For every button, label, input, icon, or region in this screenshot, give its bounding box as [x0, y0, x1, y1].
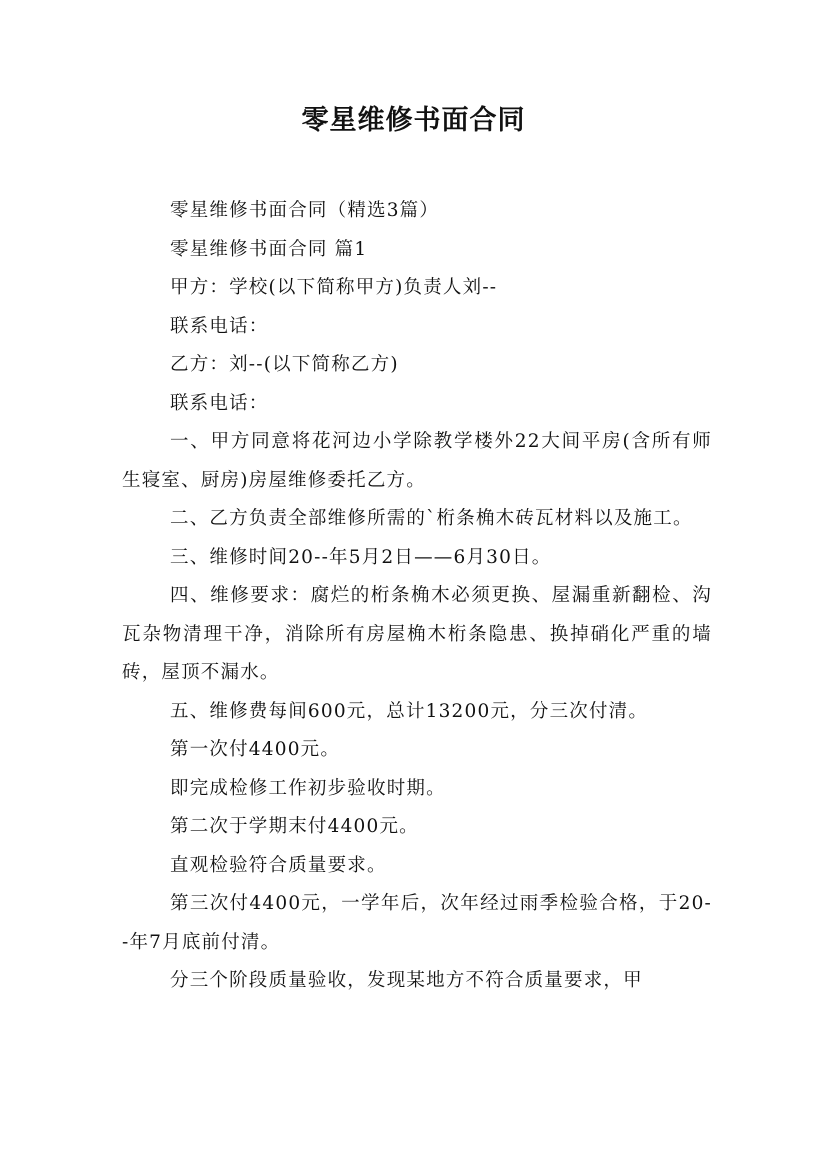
paragraph-clause-5: 五、维修费每间600元，总计13200元，分三次付清。	[170, 700, 649, 722]
paragraph-party-b: 乙方：刘--(以下简称乙方)	[170, 354, 399, 375]
paragraph-clause-2: 二、乙方负责全部维修所需的`桁条桷木砖瓦材料以及施工。	[170, 508, 693, 529]
paragraph-party-a: 甲方：学校(以下简称甲方)负责人刘--	[170, 277, 498, 298]
document-body	[122, 192, 712, 1001]
paragraph-payment-2: 第二次于学期末付4400元。	[170, 816, 419, 837]
paragraph-payment-1-note: 即完成检修工作初步验收时期。	[170, 777, 446, 799]
paragraph-party-a-phone: 联系电话：	[170, 315, 269, 337]
paragraph-party-b-phone: 联系电话：	[170, 392, 269, 414]
paragraph-section-heading: 零星维修书面合同 篇1	[170, 238, 368, 260]
paragraph-quality-check: 分三个阶段质量验收，发现某地方不符合质量要求，甲	[170, 970, 643, 991]
document-title: 零星维修书面合同	[301, 105, 526, 136]
paragraph-clause-3: 三、维修时间20--年5月2日——6月30日。	[170, 546, 552, 568]
paragraph-payment-2-note: 直观检验符合质量要求。	[170, 854, 387, 876]
paragraph-clause-1: 一、甲方同意将花河边小学除教学楼外22大间平房(含所有师生寝室、厨房)房屋维修委托乙方。	[122, 431, 712, 491]
paragraph-payment-1: 第一次付4400元。	[170, 739, 341, 760]
paragraph-payment-3: 第三次付4400元，一学年后，次年经过雨季检验合格，于20--年7月底前付清。	[122, 893, 712, 953]
paragraph-subtitle: 零星维修书面合同（精选3篇）	[170, 200, 440, 221]
paragraph-clause-4: 四、维修要求：腐烂的桁条桷木必须更换、屋漏重新翻检、沟瓦杂物清理干净，消除所有房屋桷木桁条隐患、换掉硝化严重的墙砖，屋顶不漏水。	[122, 585, 712, 683]
